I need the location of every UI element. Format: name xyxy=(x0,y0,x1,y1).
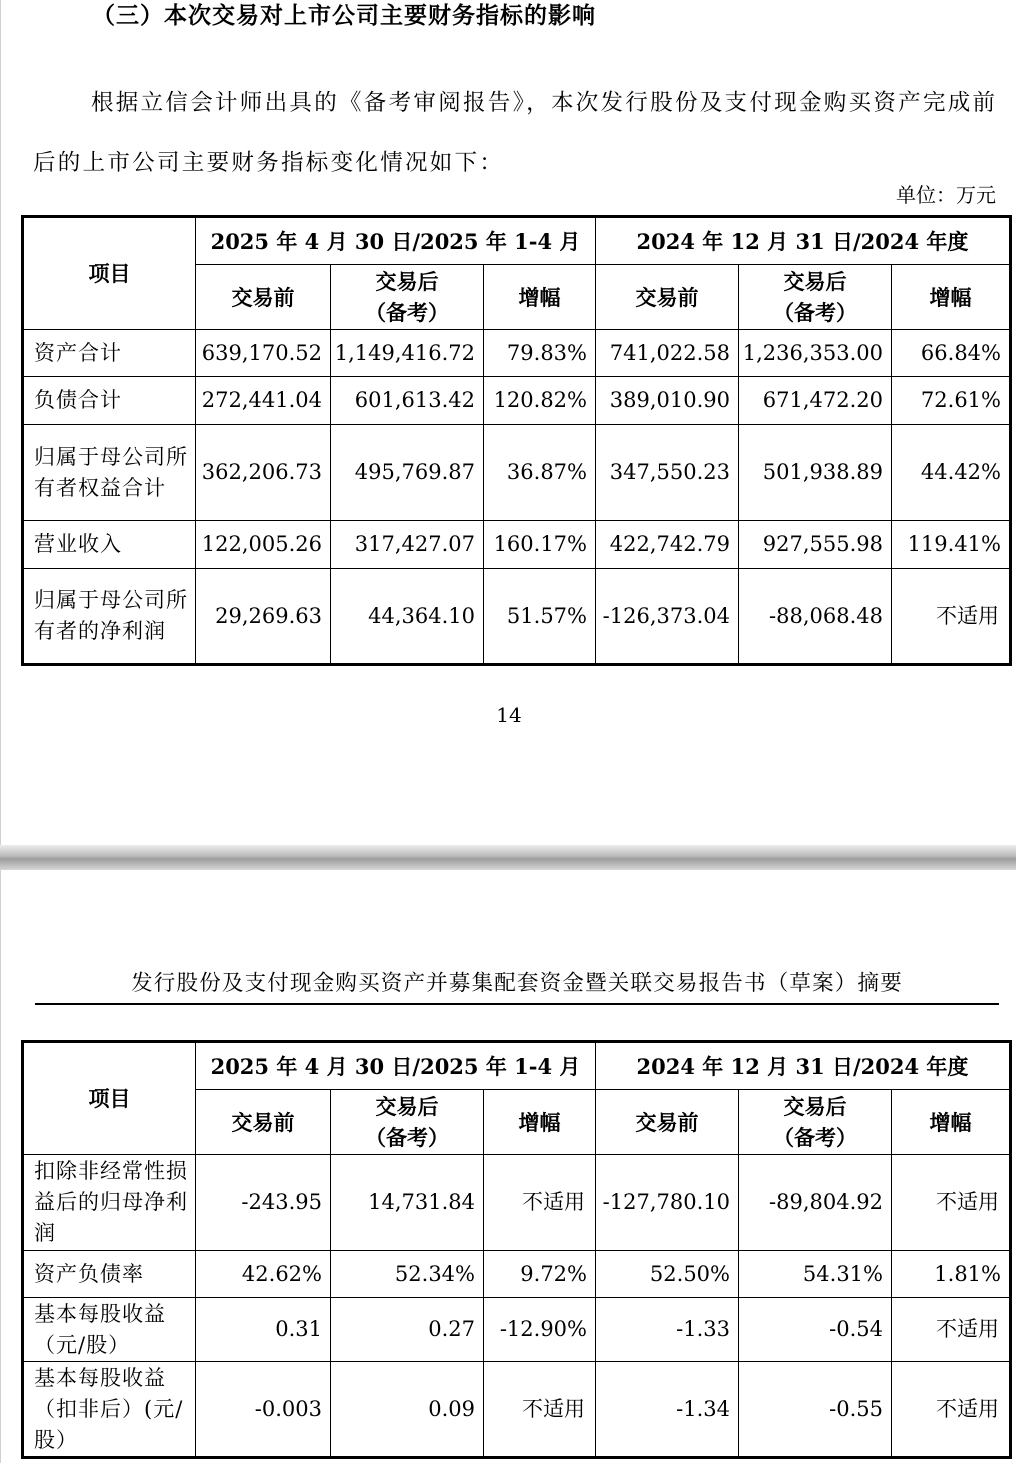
cell-value: -12.90% xyxy=(484,1298,596,1362)
row-label: 基本每股收益（元/股） xyxy=(23,1298,196,1362)
cell-value: 29,269.63 xyxy=(196,569,331,665)
table-row xyxy=(23,569,1011,665)
table-row xyxy=(23,521,1011,569)
financial-indicators-table-1 xyxy=(21,215,1012,666)
row-label: 资产负债率 xyxy=(23,1251,196,1298)
cell-value: 120.82% xyxy=(484,377,596,425)
financial-indicators-table-2 xyxy=(21,1040,1012,1459)
header-after: 交易后 （备考） xyxy=(331,265,484,330)
cell-value: -0.55 xyxy=(739,1362,892,1458)
cell-value: 不适用 xyxy=(892,1298,1011,1362)
header-item: 项目 xyxy=(23,1042,196,1155)
header-before: 交易前 xyxy=(596,1090,739,1155)
cell-value: 927,555.98 xyxy=(739,521,892,569)
row-label: 扣除非经常性损益后的归母净利润 xyxy=(23,1155,196,1251)
row-label: 基本每股收益（扣非后）(元/股） xyxy=(23,1362,196,1458)
header-change: 增幅 xyxy=(484,1090,596,1155)
cell-value: 639,170.52 xyxy=(196,330,331,377)
cell-value: 501,938.89 xyxy=(739,425,892,521)
cell-value: 0.27 xyxy=(331,1298,484,1362)
cell-value: 52.34% xyxy=(331,1251,484,1298)
cell-value: 671,472.20 xyxy=(739,377,892,425)
header-after: 交易后 （备考） xyxy=(739,265,892,330)
cell-value: 不适用 xyxy=(484,1362,596,1458)
cell-value: -0.54 xyxy=(739,1298,892,1362)
cell-value: 不适用 xyxy=(484,1155,596,1251)
cell-value: -126,373.04 xyxy=(596,569,739,665)
row-label: 归属于母公司所有者权益合计 xyxy=(23,425,196,521)
cell-value: 44,364.10 xyxy=(331,569,484,665)
cell-value: -1.34 xyxy=(596,1362,739,1458)
header-change: 增幅 xyxy=(892,1090,1011,1155)
header-period-2024: 2024 年 12 月 31 日/2024 年度 xyxy=(596,1042,1011,1090)
table-row xyxy=(23,1251,1011,1298)
header-period-2024: 2024 年 12 月 31 日/2024 年度 xyxy=(596,217,1011,265)
cell-value: 52.50% xyxy=(596,1251,739,1298)
table-row xyxy=(23,1298,1011,1362)
header-item: 项目 xyxy=(23,217,196,330)
cell-value: 347,550.23 xyxy=(596,425,739,521)
cell-value: 44.42% xyxy=(892,425,1011,521)
cell-value: -1.33 xyxy=(596,1298,739,1362)
header-after: 交易后 （备考） xyxy=(331,1090,484,1155)
cell-value: 不适用 xyxy=(892,1155,1011,1251)
unit-label: 单位：万元 xyxy=(896,183,996,207)
header-before: 交易前 xyxy=(196,1090,331,1155)
cell-value: 42.62% xyxy=(196,1251,331,1298)
cell-value: 9.72% xyxy=(484,1251,596,1298)
cell-value: 72.61% xyxy=(892,377,1011,425)
cell-value: 66.84% xyxy=(892,330,1011,377)
cell-value: 317,427.07 xyxy=(331,521,484,569)
cell-value: -88,068.48 xyxy=(739,569,892,665)
table-row xyxy=(23,1155,1011,1251)
cell-value: 79.83% xyxy=(484,330,596,377)
row-label: 归属于母公司所有者的净利润 xyxy=(23,569,196,665)
header-period-2025: 2025 年 4 月 30 日/2025 年 1-4 月 xyxy=(196,1042,596,1090)
cell-value: 1,149,416.72 xyxy=(331,330,484,377)
cell-value: 122,005.26 xyxy=(196,521,331,569)
cell-value: 1.81% xyxy=(892,1251,1011,1298)
row-label: 资产合计 xyxy=(23,330,196,377)
cell-value: 362,206.73 xyxy=(196,425,331,521)
cell-value: 54.31% xyxy=(739,1251,892,1298)
cell-value: 51.57% xyxy=(484,569,596,665)
header-after: 交易后 （备考） xyxy=(739,1090,892,1155)
document-page-2 xyxy=(0,870,1016,1463)
cell-value: 422,742.79 xyxy=(596,521,739,569)
cell-value: -89,804.92 xyxy=(739,1155,892,1251)
cell-value: 160.17% xyxy=(484,521,596,569)
cell-value: 不适用 xyxy=(892,569,1011,665)
table-row xyxy=(23,425,1011,521)
cell-value: 36.87% xyxy=(484,425,596,521)
header-change: 增幅 xyxy=(484,265,596,330)
cell-value: -0.003 xyxy=(196,1362,331,1458)
header-before: 交易前 xyxy=(196,265,331,330)
table-row xyxy=(23,377,1011,425)
row-label: 负债合计 xyxy=(23,377,196,425)
intro-paragraph: 根据立信会计师出具的《备考审阅报告》，本次发行股份及支付现金购买资产完成前后的上市公司主要财务指标变化情况如下： xyxy=(33,90,998,176)
header-change: 增幅 xyxy=(892,265,1011,330)
cell-value: 389,010.90 xyxy=(596,377,739,425)
cell-value: 495,769.87 xyxy=(331,425,484,521)
cell-value: 1,236,353.00 xyxy=(739,330,892,377)
cell-value: -127,780.10 xyxy=(596,1155,739,1251)
cell-value: 601,613.42 xyxy=(331,377,484,425)
cell-value: 272,441.04 xyxy=(196,377,331,425)
cell-value: 0.31 xyxy=(196,1298,331,1362)
table-row xyxy=(23,1362,1011,1458)
cell-value: -243.95 xyxy=(196,1155,331,1251)
cell-value: 741,022.58 xyxy=(596,330,739,377)
table-row xyxy=(23,330,1011,377)
running-header: 发行股份及支付现金购买资产并募集配套资金暨关联交易报告书（草案）摘要 xyxy=(35,967,999,1005)
header-before: 交易前 xyxy=(596,265,739,330)
cell-value: 0.09 xyxy=(331,1362,484,1458)
cell-value: 14,731.84 xyxy=(331,1155,484,1251)
row-label: 营业收入 xyxy=(23,521,196,569)
cell-value: 119.41% xyxy=(892,521,1011,569)
section-title: （三）本次交易对上市公司主要财务指标的影响 xyxy=(92,2,596,29)
header-period-2025: 2025 年 4 月 30 日/2025 年 1-4 月 xyxy=(196,217,596,265)
page-number: 14 xyxy=(496,703,522,727)
page-separator xyxy=(0,845,1016,870)
cell-value: 不适用 xyxy=(892,1362,1011,1458)
